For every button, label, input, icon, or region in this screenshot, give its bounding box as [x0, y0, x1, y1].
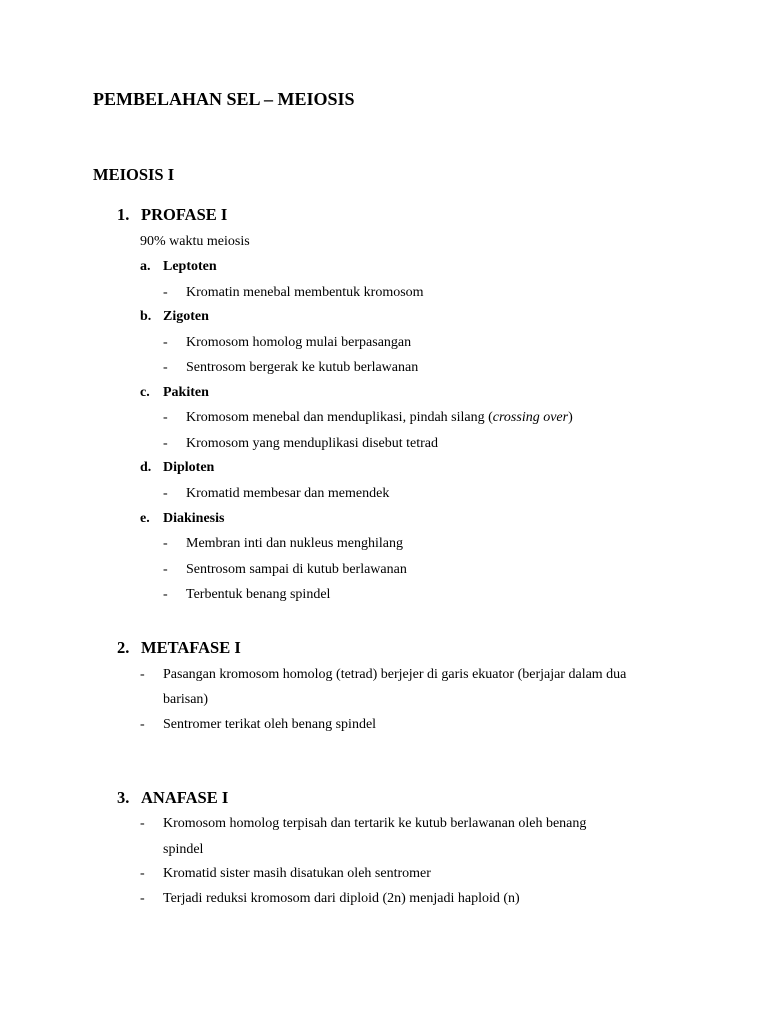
- stage-letter: a.: [140, 259, 151, 274]
- section-heading: MEIOSIS I: [93, 165, 175, 184]
- phase-note: 90% waktu meiosis: [140, 234, 250, 249]
- stage-name: Leptoten: [163, 259, 217, 274]
- phase-name: PROFASE I: [141, 205, 228, 224]
- stage-letter: e.: [140, 511, 150, 526]
- phase-number: 3.: [117, 788, 130, 807]
- italic-term: crossing over: [492, 410, 569, 425]
- stage-name: Diploten: [163, 460, 215, 475]
- document-title: PEMBELAHAN SEL – MEIOSIS: [93, 89, 355, 109]
- phase-name: METAFASE I: [141, 638, 241, 657]
- stage-letter: c.: [140, 385, 150, 400]
- phase-number: 1.: [117, 205, 130, 224]
- stage-name: Diakinesis: [163, 511, 225, 526]
- stage-name: Zigoten: [163, 309, 209, 324]
- stage-name: Pakiten: [163, 385, 209, 400]
- stage-letter: d.: [140, 460, 152, 475]
- phase-number: 2.: [117, 638, 130, 657]
- stage-letter: b.: [140, 309, 152, 324]
- phase-name: ANAFASE I: [141, 788, 229, 807]
